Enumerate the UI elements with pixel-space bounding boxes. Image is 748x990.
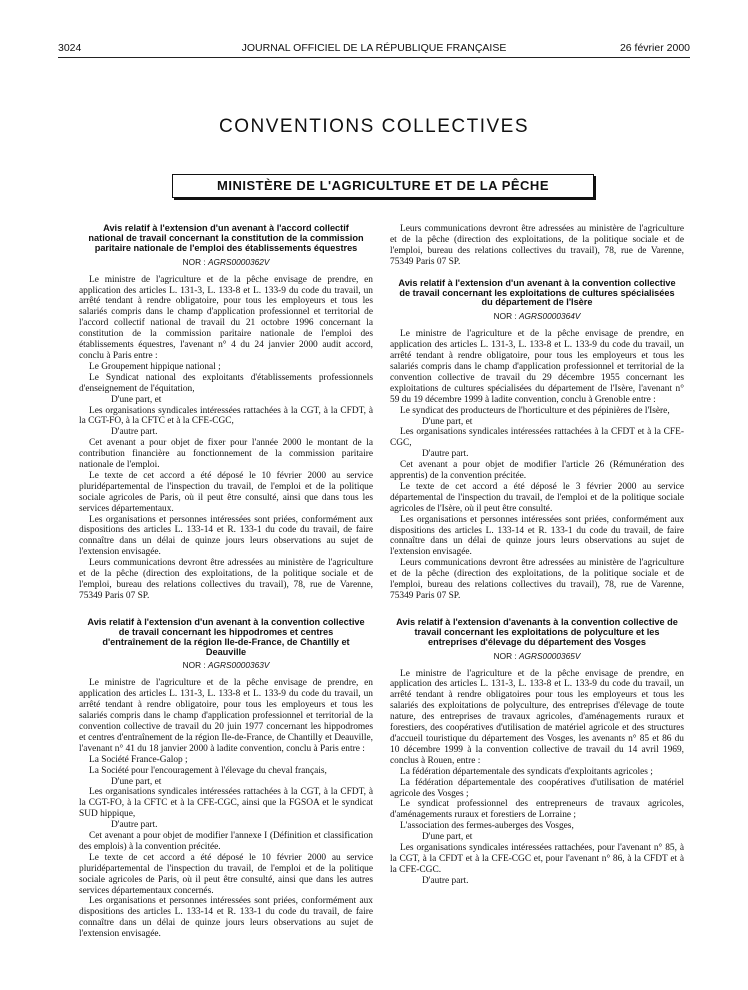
paragraph: Les organisations et personnes intéressées sont priées, conformément aux dispositions des articles L. 133-14 et R. 133-1 du code du travail, de faire connaître dans un délai de quinze jours leurs observations au sujet de l'extension envisagée. [79,896,373,940]
paragraph: D'autre part. [111,820,158,831]
nor-reference [390,311,684,322]
nor-reference [79,257,373,268]
nor-label: NOR : [182,256,206,267]
paragraph: Le Syndicat national des exploitants d'établissements professionnels d'enseignement de l'équitation, [79,372,373,394]
paragraph: Les organisations syndicales intéressées rattachées à la CFDT et à la CFE-CGC, [390,427,684,449]
paragraph: La Société pour l'encouragement à l'élevage du cheval français, [89,765,327,776]
paragraph: Le texte de cet accord a été déposé le 3 février 2000 au service départemental de l'inspection du travail, de l'emploi et de la politique sociale agricoles de l'Isère, où il peut être consulté. [390,481,684,514]
paragraph: Le texte de cet accord a été déposé le 10 février 2000 au service pluridépartemental de l'inspection du travail, de l'emploi et de la politique sociale agricoles de Paris, où il peut être consulté, ainsi que dans les autres services départementaux concernés. [79,852,373,896]
paragraph: Le ministre de l'agriculture et de la pêche envisage de prendre, en application des articles L. 131-3, L. 133-8 et L. 133-9 du code du travail, un arrêté tendant à rendre obligatoire, pour tous les employeurs et tous les salariés compris dans le champ d'application professionnel et territorial de la convention collective de travail du 20 juin 1977 concernant les hippodromes et centres d'entraînement de la région Ile-de-France, de Chantilly et Deauville, l'avenant n° 41 du 18 janvier 2000 à ladite convention, conclu à Paris entre : [79,678,373,754]
avis-title: Avis relatif à l'extension d'un avenant à l'accord collectif national de travail concernant la constitution de la commission paritaire nationale de l'emploi des établissements équestres [88,223,364,253]
paragraph: Cet avenant a pour objet de modifier l'annexe I (Définition et classification des emplois) à la convention précitée. [79,831,373,852]
paragraph: Le ministre de l'agriculture et de la pêche envisage de prendre, en application des articles L. 131-3, L. 133-8 et L. 133-9 du code du travail, un arrêté tendant à rendre obligatoire, pour tous les employeurs et tous les salariés compris dans le champ d'application professionnel et territorial de la convention collective de travail du 29 décembre 1955 concernant les exploitations de cultures spécialisées du département de l'Isère, l'avenant n° 59 du 19 décembre 1999 à ladite convention, conclu à Grenoble entre : [390,329,684,405]
paragraph: D'autre part. [111,427,158,438]
paragraph: Leurs communications devront être adressées au ministère de l'agriculture et de la pêche (direction des exploitations, de la politique sociale et de l'emploi, bureau des relations collectives du travail), 78, rue de Varenne, 75349 Paris 07 SP. [79,558,373,601]
spacer [79,602,373,618]
nor-reference [79,660,373,671]
ministry-banner: MINISTÈRE DE L'AGRICULTURE ET DE LA PÊCHE [172,174,594,198]
avis-title: Avis relatif à l'extension d'avenants à la convention collective de travail concernant les exploitations de polyculture et les entreprises d'élevage du département des Vosges [396,616,678,647]
paragraph: Les organisations syndicales intéressées rattachées, pour l'avenant n° 85, à la CGT, à la CFDT et à la CFE-CGC et, pour l'avenant n° 86, à la CFDT et à la CFE-CGC. [390,843,684,875]
paragraph: Le texte de cet accord a été déposé le 10 février 2000 au service pluridépartemental de l'inspection du travail, de l'emploi et de la politique sociale agricoles de Paris, où il peut être consulté, ainsi que dans tous les services départementaux. [79,470,373,514]
paragraph: Leurs communications devront être adressées au ministère de l'agriculture et de la pêche (direction des exploitations, de la politique sociale et de l'emploi, bureau des relations collectives du travail), 78, rue de Varenne, 75349 Paris 07 SP. [390,224,684,267]
paragraph: Les organisations et personnes intéressées sont priées, conformément aux dispositions des articles L. 133-14 et R. 133-1 du code du travail, de faire connaître dans un délai de quinze jours leurs observations au sujet de l'extension envisagée. [390,514,684,558]
nor-code: AGRS0000363V [208,660,270,671]
paragraph: Le Groupement hippique national ; [89,361,221,372]
paragraph: Cet avenant a pour objet de fixer pour l'année 2000 le montant de la contribution financière au fonctionnement de la commission paritaire nationale de l'emploi. [79,438,373,471]
issue-date: 26 février 2000 [619,42,690,54]
paragraph: D'une part, et [422,832,473,843]
paragraph: D'autre part. [422,875,469,886]
paragraph: La fédération départementale des coopératives d'utilisation de matériel agricole des Vosges ; [390,777,684,799]
nor-code: AGRS0000364V [519,311,581,322]
section-title: CONVENTIONS COLLECTIVES [218,116,530,137]
avis-title: Avis relatif à l'extension d'un avenant à la convention collective de travail concernant les hippodromes et centres d'entraînement de la région Ile-de-France, de Chantilly et Deauville [87,616,365,657]
paragraph: Le ministre de l'agriculture et de la pêche envisage de prendre, en application des articles L. 131-3, L. 133-8 et L. 133-9 du code du travail, un arrêté tendant à rendre obligatoire, pour tous les employeurs et tous les salariés compris dans le champ d'application professionnel et territorial de l'accord collectif national de travail du 21 octobre 1996 concernant la constitution de la commission paritaire nationale de l'emploi des établissements équestres, l'avenant n° 4 du 24 janvier 2000 audit accord, conclu à Paris entre : [79,274,373,361]
right-column [390,224,684,887]
paragraph: Le ministre de l'agriculture et de la pêche envisage de prendre, en application des articles L. 131-3, L. 133-8 et L. 133-9 du code du travail, un arrêté tendant à rendre obligatoires pour tous les employeurs et tous les salariés des exploitations de polyculture, des entreprises d'élevage de toute nature, des entreprises de travaux agricoles, d'aménagements ruraux et forestiers, des coopératives d'utilisation de matériel agricole et des structures d'accueil touristique du département des Vosges, les avenants n° 85 et 86 du 10 décembre 1999 à la convention collective de travail du 14 avril 1969, conclus à Rouen, entre : [390,668,684,766]
nor-label: NOR : [182,660,206,671]
paragraph: La Société France-Galop ; [89,754,188,765]
paragraph: La fédération départementale des syndicats d'exploitants agricoles ; [400,766,653,777]
avis-title: Avis relatif à l'extension d'un avenant à la convention collective de travail concernant les exploitations de cultures spécialisées du département de l'Isère [398,277,676,308]
nor-reference [390,651,684,662]
paragraph: Les organisations et personnes intéressées sont priées, conformément aux dispositions des articles L. 133-14 et R. 133-1 du code du travail, de faire connaître dans un délai de quinze jours leurs observations au sujet de l'extension envisagée. [79,514,373,558]
paragraph: Le syndicat des producteurs de l'horticulture et des pépinières de l'Isère, [400,405,670,416]
paragraph: L'association des fermes-auberges des Vosges, [400,821,574,832]
journal-title: JOURNAL OFFICIEL DE LA RÉPUBLIQUE FRANÇAISE [241,42,507,54]
paragraph: Cet avenant a pour objet de modifier l'article 26 (Rémunération des apprentis) de la convention précitée. [390,460,684,482]
paragraph: D'une part, et [422,416,473,427]
paragraph: D'une part, et [111,394,162,405]
paragraph: Le syndicat professionnel des entrepreneurs de travaux agricoles, d'aménagements ruraux et forestiers de Lorraine ; [390,799,684,821]
spacer [390,602,684,618]
paragraph: D'autre part. [422,449,469,460]
nor-label: NOR : [493,311,517,322]
paragraph: Les organisations syndicales intéressées rattachées à la CGT, à la CFDT, à la CGT-FO, à la CFTC et à la CFE-CGC, ainsi que la FGSOA et le syndicat SUD hippique, [79,787,373,820]
paragraph: Les organisations syndicales intéressées rattachées à la CGT, à la CFDT, à la CGT-FO, à la CFTC et à la CFE-CGC, [79,405,373,427]
left-column [79,224,373,940]
nor-code: AGRS0000362V [208,256,270,267]
header-rule [58,57,690,58]
paragraph: Leurs communications devront être adressées au ministère de l'agriculture et de la pêche (direction des exploitations, de la politique sociale et de l'emploi, bureau des relations collectives du travail), 78, rue de Varenne, 75349 Paris 07 SP. [390,558,684,601]
nor-code: AGRS0000365V [519,650,581,661]
spacer [390,268,684,279]
page-number: 3024 [58,42,82,54]
nor-label: NOR : [493,650,517,661]
paragraph: D'une part, et [111,776,162,787]
